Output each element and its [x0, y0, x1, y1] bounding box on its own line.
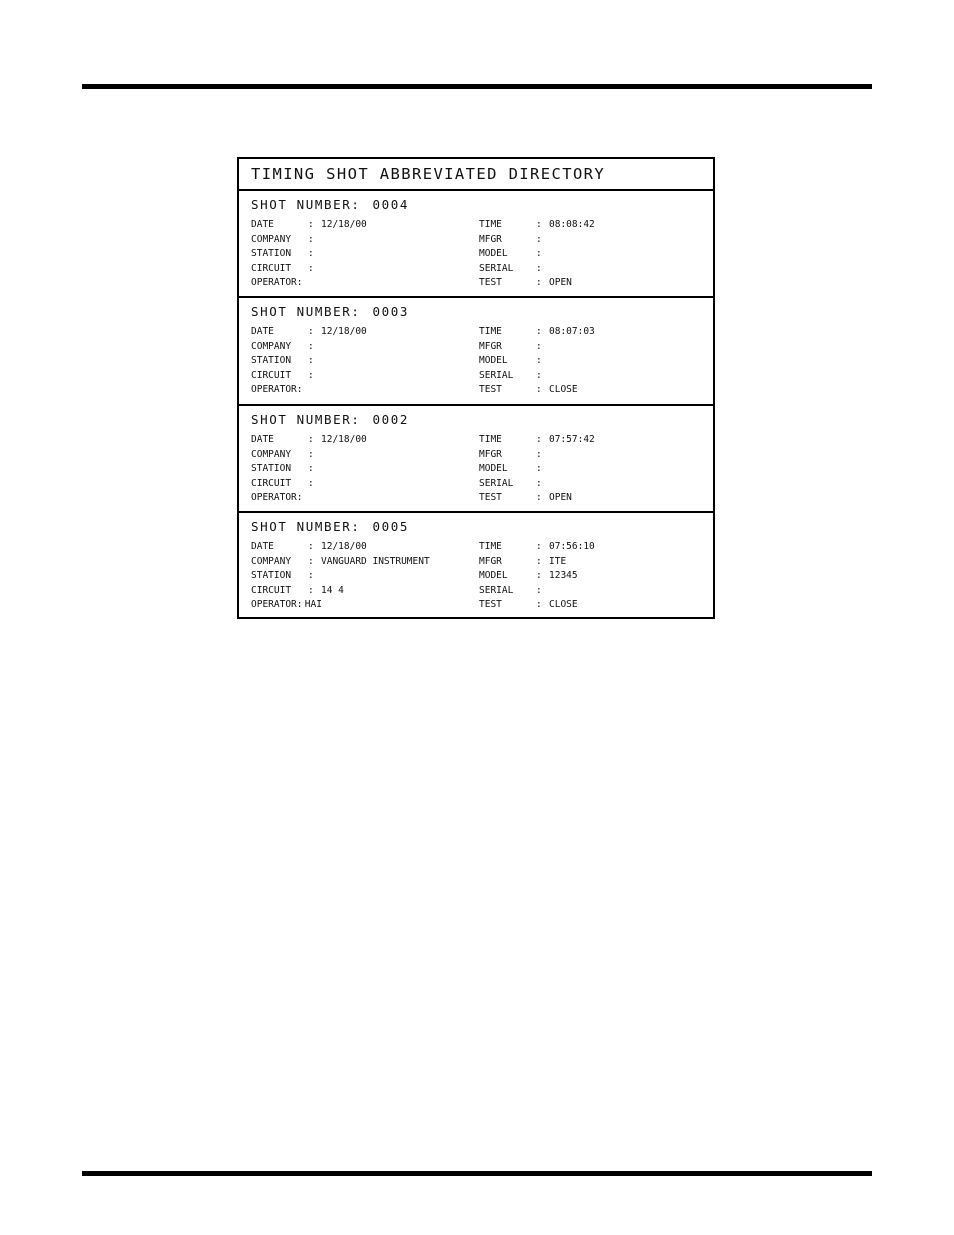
field-label: OPERATOR: [251, 384, 297, 395]
field-separator: :: [308, 555, 314, 567]
field-label: DATE: [251, 541, 274, 552]
field-separator: :: [536, 448, 542, 460]
shot-section: [239, 191, 713, 298]
field-row: [251, 463, 321, 474]
field-label: MFGR: [479, 340, 502, 352]
field-label: COMPANY: [251, 555, 292, 567]
field-row: [251, 492, 305, 503]
shot-number: 0003: [372, 304, 410, 319]
field-separator: :: [536, 599, 542, 610]
shot-heading-label: SHOT NUMBER:: [251, 412, 361, 427]
shot-heading-label: SHOT NUMBER:: [251, 304, 361, 319]
field-value: 08:07:03: [549, 326, 595, 337]
field-row: [479, 263, 549, 274]
field-label: DATE: [251, 434, 274, 445]
field-row: [251, 556, 430, 567]
field-value: 14 4: [321, 584, 344, 596]
field-label: OPERATOR: [251, 492, 297, 503]
field-row: [479, 434, 595, 445]
field-row: [251, 277, 305, 288]
field-separator: :: [308, 355, 314, 366]
field-separator: :: [296, 492, 303, 503]
field-row: [251, 263, 321, 274]
shot-number: 0005: [372, 519, 410, 534]
field-row: [251, 449, 321, 460]
field-label: TEST: [479, 277, 502, 288]
field-row: [251, 541, 367, 552]
field-label: OPERATOR: [251, 599, 297, 610]
shot-section: [239, 513, 713, 620]
shot-heading: [251, 412, 409, 427]
footer-rule: [82, 1171, 872, 1176]
field-value: 12/18/00: [321, 326, 367, 337]
field-value: 12/18/00: [321, 434, 367, 445]
field-row: [479, 599, 578, 610]
field-separator: :: [308, 434, 314, 445]
field-row: [251, 326, 367, 337]
field-value: CLOSE: [549, 384, 578, 395]
field-separator: :: [536, 355, 542, 366]
shot-heading-label: SHOT NUMBER:: [251, 197, 361, 212]
field-value: ITE: [549, 555, 567, 567]
field-label: STATION: [251, 463, 292, 474]
field-separator: :: [536, 555, 542, 567]
field-label: MFGR: [479, 233, 502, 245]
field-separator: :: [296, 384, 303, 395]
field-label: DATE: [251, 326, 274, 337]
field-row: [251, 234, 321, 245]
field-label: CIRCUIT: [251, 369, 292, 381]
field-separator: :: [536, 492, 542, 503]
field-label: MODEL: [479, 570, 508, 581]
field-separator: :: [308, 233, 314, 245]
shot-list: [239, 191, 713, 620]
field-row: [479, 234, 549, 245]
field-separator: :: [308, 541, 314, 552]
field-separator: :: [536, 248, 542, 259]
field-row: [479, 541, 595, 552]
header-rule: [82, 84, 872, 89]
field-separator: :: [308, 326, 314, 337]
directory-title-box: [239, 159, 713, 191]
field-label: STATION: [251, 355, 292, 366]
field-value: OPEN: [549, 277, 572, 288]
shot-heading: [251, 519, 409, 534]
field-row: [479, 478, 549, 489]
field-separator: :: [536, 340, 542, 352]
field-row: [479, 463, 549, 474]
field-separator: :: [308, 570, 314, 581]
field-label: TEST: [479, 384, 502, 395]
field-value: 07:57:42: [549, 434, 595, 445]
field-value: CLOSE: [549, 599, 578, 610]
field-value: OPEN: [549, 492, 572, 503]
field-separator: :: [536, 434, 542, 445]
field-row: [479, 248, 549, 259]
field-separator: :: [536, 584, 542, 596]
field-separator: :: [308, 248, 314, 259]
shot-heading-label: SHOT NUMBER:: [251, 519, 361, 534]
shot-section: [239, 406, 713, 513]
field-separator: :: [536, 219, 542, 230]
field-label: CIRCUIT: [251, 262, 292, 274]
shot-heading: [251, 197, 409, 212]
field-row: [251, 219, 367, 230]
field-row: [251, 370, 321, 381]
field-label: CIRCUIT: [251, 477, 292, 489]
field-separator: :: [536, 233, 542, 245]
field-row: [479, 556, 566, 567]
directory-title: TIMING SHOT ABBREVIATED DIRECTORY: [251, 165, 606, 183]
field-label: COMPANY: [251, 340, 292, 352]
field-label: COMPANY: [251, 448, 292, 460]
field-label: COMPANY: [251, 233, 292, 245]
field-row: [479, 449, 549, 460]
field-label: SERIAL: [479, 477, 514, 489]
field-label: MODEL: [479, 248, 508, 259]
field-row: [251, 355, 321, 366]
timing-shot-directory-printout: [237, 157, 715, 619]
field-label: TIME: [479, 541, 502, 552]
field-separator: :: [536, 369, 542, 381]
field-separator: :: [296, 599, 303, 610]
field-separator: :: [296, 277, 303, 288]
field-separator: :: [308, 463, 314, 474]
field-separator: :: [308, 584, 314, 596]
field-label: OPERATOR: [251, 277, 297, 288]
field-separator: :: [536, 262, 542, 274]
field-label: CIRCUIT: [251, 584, 292, 596]
field-row: [251, 570, 321, 581]
shot-number: 0002: [372, 412, 410, 427]
field-separator: :: [536, 463, 542, 474]
shot-number: 0004: [372, 197, 410, 212]
field-row: [251, 599, 322, 610]
field-label: DATE: [251, 219, 274, 230]
field-label: SERIAL: [479, 584, 514, 596]
field-separator: :: [536, 541, 542, 552]
field-row: [479, 326, 595, 337]
field-label: STATION: [251, 570, 292, 581]
field-label: TIME: [479, 326, 502, 337]
field-separator: :: [536, 384, 542, 395]
field-value: VANGUARD INSTRUMENT: [321, 555, 430, 567]
field-row: [251, 341, 321, 352]
field-row: [479, 384, 578, 395]
field-label: MFGR: [479, 448, 502, 460]
field-row: [251, 478, 321, 489]
field-row: [251, 585, 344, 596]
field-separator: :: [536, 477, 542, 489]
field-row: [479, 341, 549, 352]
field-label: TIME: [479, 434, 502, 445]
field-separator: :: [308, 340, 314, 352]
field-separator: :: [308, 369, 314, 381]
field-value: 07:56:10: [549, 541, 595, 552]
field-label: SERIAL: [479, 262, 514, 274]
field-separator: :: [308, 477, 314, 489]
field-label: STATION: [251, 248, 292, 259]
field-row: [479, 585, 549, 596]
field-separator: :: [536, 570, 542, 581]
field-value: 12/18/00: [321, 541, 367, 552]
field-separator: :: [308, 219, 314, 230]
shot-heading: [251, 304, 409, 319]
field-row: [251, 384, 305, 395]
field-value: 12/18/00: [321, 219, 367, 230]
field-label: TEST: [479, 492, 502, 503]
field-row: [479, 277, 572, 288]
field-label: MODEL: [479, 463, 508, 474]
field-row: [479, 370, 549, 381]
field-separator: :: [308, 448, 314, 460]
field-label: TEST: [479, 599, 502, 610]
field-separator: :: [308, 262, 314, 274]
field-label: MFGR: [479, 555, 502, 567]
field-separator: :: [536, 326, 542, 337]
field-row: [251, 248, 321, 259]
field-value: 12345: [549, 570, 578, 581]
field-separator: :: [536, 277, 542, 288]
field-row: [479, 492, 572, 503]
field-label: TIME: [479, 219, 502, 230]
field-value: 08:08:42: [549, 219, 595, 230]
field-label: SERIAL: [479, 369, 514, 381]
field-row: [479, 570, 578, 581]
field-value: HAI: [304, 599, 322, 610]
field-row: [479, 219, 595, 230]
shot-section: [239, 298, 713, 406]
field-label: MODEL: [479, 355, 508, 366]
field-row: [251, 434, 367, 445]
field-row: [479, 355, 549, 366]
